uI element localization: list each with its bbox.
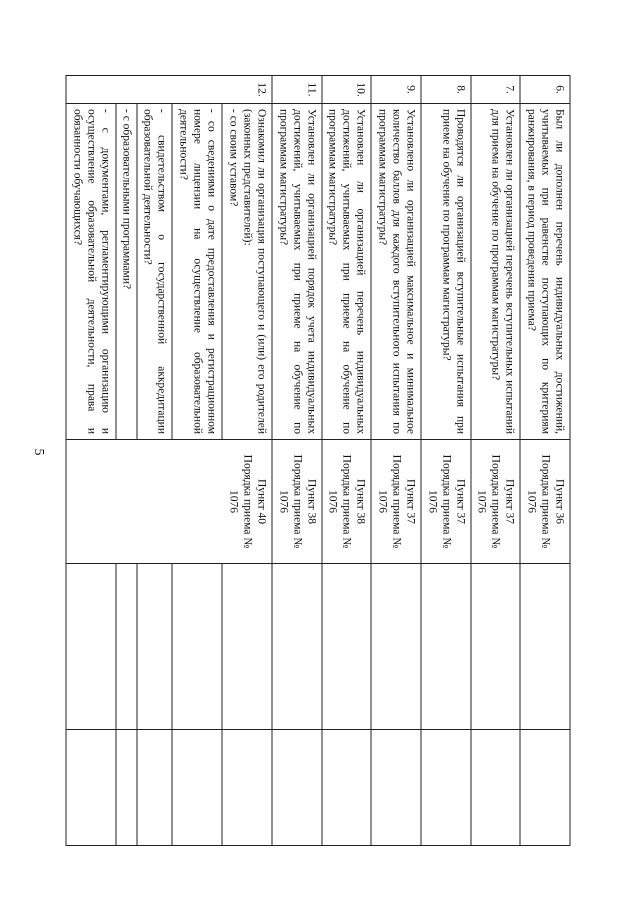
checklist-table-sheet	[66, 75, 571, 845]
row-number: 8.	[421, 76, 471, 104]
note-cell	[371, 730, 421, 846]
note-cell	[520, 730, 570, 846]
question-cell: Установлен ли организацией порядок учета индивидуальных достижений, учитываемых при приеме на обучение по программам магистратуры?	[272, 104, 322, 440]
note-cell	[173, 730, 223, 846]
note-cell	[66, 730, 116, 846]
answer-cell	[66, 564, 116, 730]
answer-cell	[137, 564, 172, 730]
reference-cell	[322, 440, 372, 564]
table-row	[520, 76, 570, 846]
row-number: 11.	[272, 76, 322, 104]
answer-cell	[173, 564, 223, 730]
reference-cell	[421, 440, 471, 564]
question-cell	[222, 104, 272, 440]
answer-cell	[520, 564, 570, 730]
question-subitem: - со своим уставом?	[227, 109, 240, 207]
row-number: 6.	[520, 76, 570, 104]
answer-cell	[116, 564, 137, 730]
question-cell: Установлено ли организацией максимальное и минимальное количество баллов для каждого вступительного испытания по программам магистратуры?	[371, 104, 421, 440]
answer-cell	[222, 564, 272, 730]
answer-cell	[371, 564, 421, 730]
answer-cell	[272, 564, 322, 730]
question-subitem-cell: - с документами, регламентирующими организацию и осуществление образовательной деятельности, права и обязанности обучающихся?	[66, 104, 116, 440]
reference-order: Порядка приема № 1076	[426, 454, 453, 549]
note-cell	[322, 730, 372, 846]
row-number: 10.	[322, 76, 372, 104]
reference-point: Пункт 36	[553, 478, 566, 525]
answer-cell	[471, 564, 521, 730]
question-cell: Проводятся ли организацией вступительные испытания при приеме на обучение по программам магистратуры?	[421, 104, 471, 440]
question-text: Ознакомил ли организация поступающего и (или) его родителей (законных представителей):	[241, 109, 268, 434]
note-cell	[222, 730, 272, 846]
row-number: 12.	[66, 76, 272, 104]
answer-cell	[421, 564, 471, 730]
reference-order: Порядка приема № 1076	[277, 454, 304, 549]
answer-cell	[322, 564, 372, 730]
reference-order: Порядка приема № 1076	[525, 454, 552, 549]
reference-cell	[371, 440, 421, 564]
question-cell: Был ли дополнен перечень индивидуальных достижений, учитываемых при равенстве поступающих по критериям ранжирования, в период проведения приема?	[520, 104, 570, 440]
reference-point: Пункт 37	[404, 478, 417, 525]
note-cell	[421, 730, 471, 846]
question-subitem-cell: - со сведениями о дате предоставления и регистрационном номере лицензии на осуществление образовательной деятельности?	[173, 104, 223, 440]
reference-order: Порядка приема № 1076	[326, 454, 353, 549]
reference-order: Порядка приема № 1076	[376, 454, 403, 549]
row-number: 9.	[371, 76, 421, 104]
table-row	[272, 76, 322, 846]
checklist-table	[66, 75, 571, 846]
reference-cell	[471, 440, 521, 564]
reference-point: Пункт 37	[503, 478, 516, 525]
reference-order: Порядка приема № 1076	[475, 454, 502, 549]
reference-point: Пункт 38	[354, 478, 367, 525]
reference-cell	[66, 440, 272, 564]
note-cell	[272, 730, 322, 846]
reference-point: Пункт 40	[255, 478, 268, 525]
table-row	[322, 76, 372, 846]
table-row	[371, 76, 421, 846]
table-row	[421, 76, 471, 846]
note-cell	[471, 730, 521, 846]
question-subitem-cell: - свидетельством о государственной аккредитации образовательной деятельности?	[137, 104, 172, 440]
reference-cell	[272, 440, 322, 564]
question-cell: Установлен ли организацией перечень индивидуальных достижений, учитываемых при приеме на обучение по программам магистратуры?	[322, 104, 372, 440]
note-cell	[116, 730, 137, 846]
reference-cell	[520, 440, 570, 564]
reference-point: Пункт 38	[305, 478, 318, 525]
row-number: 7.	[471, 76, 521, 104]
reference-point: Пункт 37	[454, 478, 467, 525]
question-subitem-cell: - с образовательными программами?	[116, 104, 137, 440]
table-row	[222, 76, 272, 846]
note-cell	[137, 730, 172, 846]
reference-order: Порядка приема № 1076	[227, 454, 254, 549]
table-row	[471, 76, 521, 846]
page-number: 5	[31, 448, 46, 456]
question-cell: Установлен ли организацией перечень вступительных испытаний для приема на обучение по программам магистратуры?	[471, 104, 521, 440]
